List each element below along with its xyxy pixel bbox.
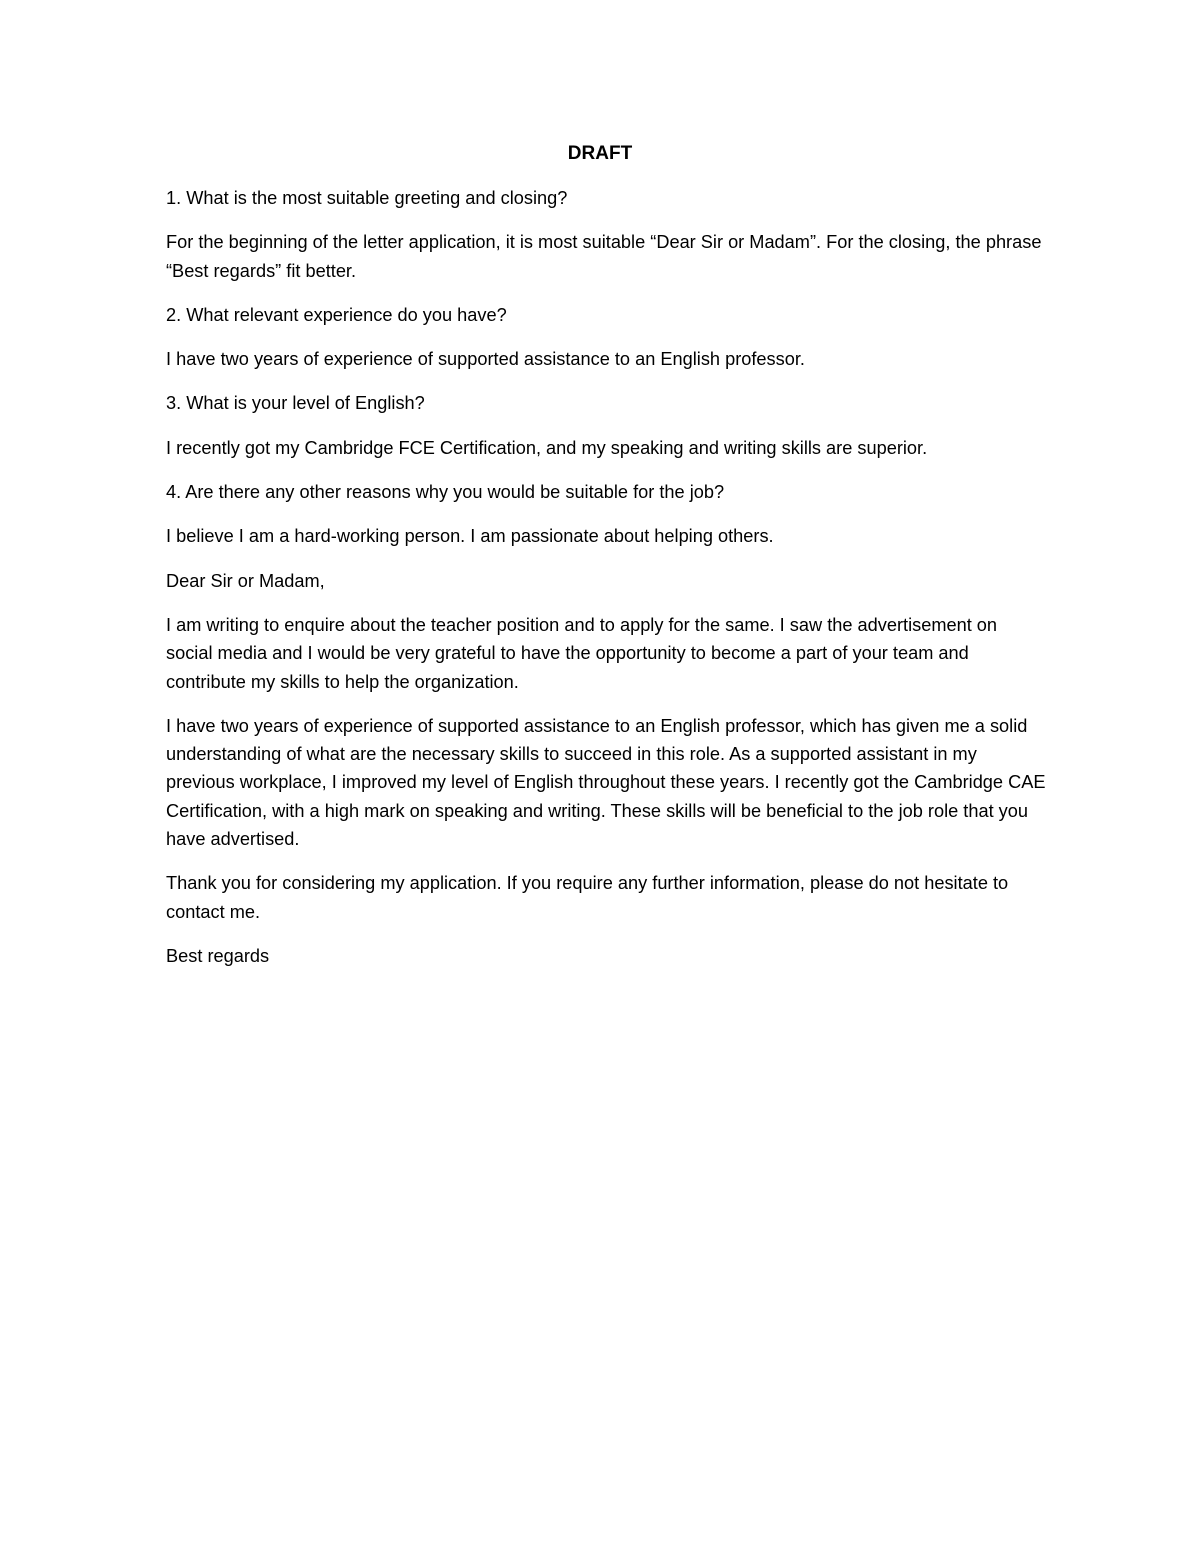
- letter-salutation: Dear Sir or Madam,: [166, 570, 325, 591]
- answer-3: I recently got my Cambridge FCE Certification, and my speaking and writing skills are superior.: [166, 437, 928, 458]
- answer-2: I have two years of experience of supported assistance to an English professor.: [166, 349, 805, 370]
- letter-paragraph-2: I have two years of experience of supported assistance to an English professor, which has given me a solid understanding of what are the necessary skills to succeed in this role. As a supported assistant in my previous workplace, I improved my level of English throughout these years. I recently got the Cambridge CAE Certification, with a high mark on speaking and writing. These skills will be beneficial to the job role that you have advertised.: [166, 715, 1046, 850]
- question-2: 2. What relevant experience do you have?: [166, 304, 507, 325]
- question-3: 3. What is your level of English?: [166, 393, 425, 414]
- letter-closing: Best regards: [166, 945, 270, 966]
- question-4: 4. Are there any other reasons why you would be suitable for the job?: [166, 482, 725, 503]
- answer-1: For the beginning of the letter application, it is most suitable “Dear Sir or Madam”. For the closing, the phrase “Best regards” fit better.: [166, 232, 1042, 281]
- letter-paragraph-3: Thank you for considering my application. If you require any further information, please do not hesitate to contact me.: [166, 873, 1009, 922]
- question-1: 1. What is the most suitable greeting and closing?: [166, 188, 568, 208]
- answer-4: I believe I am a hard-working person. I am passionate about helping others.: [166, 526, 774, 547]
- document-body: [166, 140, 1046, 986]
- document-title: DRAFT: [567, 143, 633, 164]
- letter-paragraph-1: I am writing to enquire about the teacher position and to apply for the same. I saw the advertisement on social media and I would be very grateful to have the opportunity to become a part of your team and contribute my skills to help the organization.: [166, 614, 998, 692]
